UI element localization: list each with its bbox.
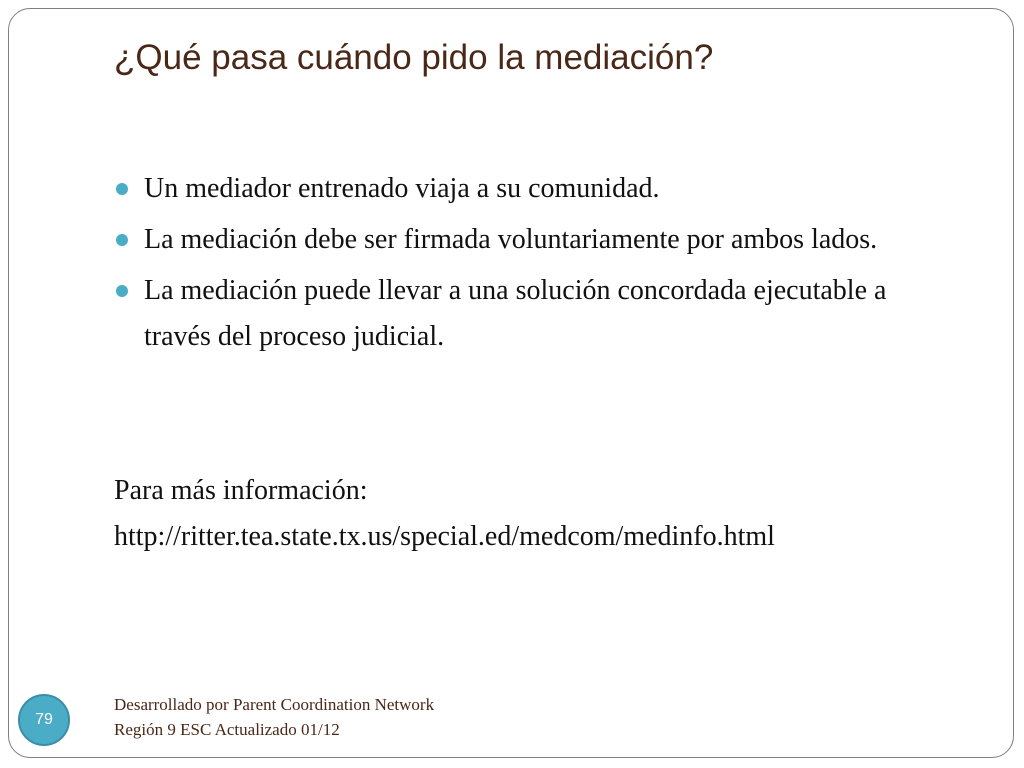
bullet-dot-icon: [116, 285, 128, 297]
more-info-label: Para más información:: [114, 475, 368, 506]
footer-line-1: Desarrollado por Parent Coordination Network: [114, 695, 435, 714]
bullet-dot-icon: [116, 183, 128, 195]
bullet-text: La mediación debe ser firmada voluntariamente por ambos lados.: [144, 224, 878, 255]
bullet-item: [114, 268, 954, 360]
bullet-dot-icon: [116, 234, 128, 246]
bullet-text: La mediación puede llevar a una solución concordada ejecutable a través del proceso judicial.: [144, 275, 887, 352]
bullet-item: [114, 217, 954, 263]
more-info: [114, 468, 994, 560]
footer: [114, 692, 434, 742]
bullet-text: Un mediador entrenado viaja a su comunidad.: [144, 173, 660, 204]
slide-title: ¿Qué pasa cuándo pido la mediación?: [114, 38, 714, 77]
slide-number-badge: [18, 694, 70, 746]
slide-frame: [8, 8, 1014, 758]
more-info-link[interactable]: http://ritter.tea.state.tx.us/special.ed/medcom/medinfo.html: [114, 521, 775, 552]
footer-line-2: Región 9 ESC Actualizado 01/12: [114, 720, 340, 739]
slide-number: 79: [35, 711, 53, 728]
bullet-item: [114, 166, 954, 212]
bullet-list: [114, 166, 954, 365]
